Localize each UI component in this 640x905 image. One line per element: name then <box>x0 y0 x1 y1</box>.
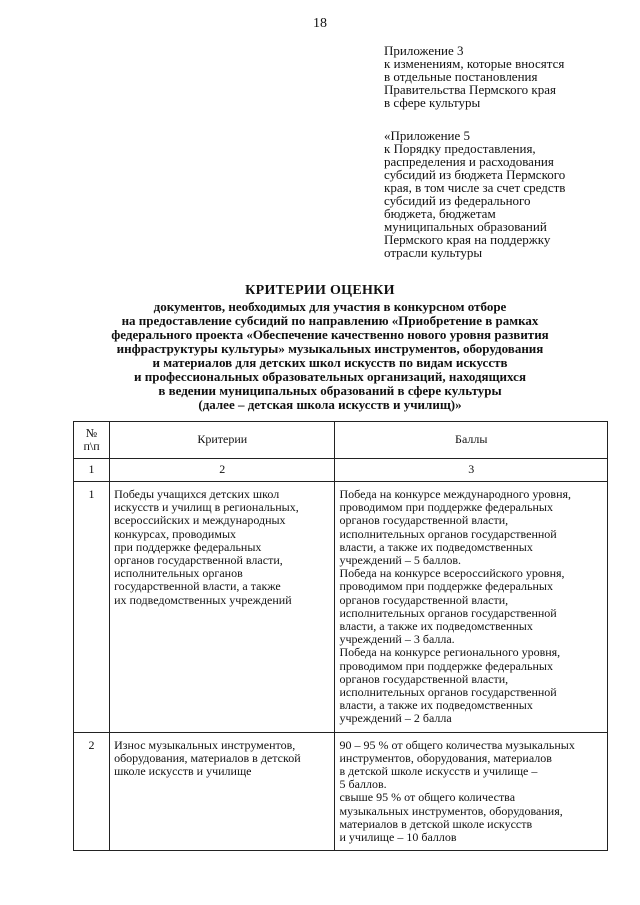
cell-line: школе искусств и училище <box>114 764 252 779</box>
appendix-line: «Приложение 5 <box>384 128 471 143</box>
cell-line: проводимом при поддержке федеральных <box>339 658 553 673</box>
cell-line: Износ музыкальных инструментов, <box>114 737 296 752</box>
score-cell <box>335 482 608 733</box>
table-header-row <box>74 422 608 459</box>
cell-line: исполнительных органов государственной <box>339 685 557 700</box>
appendix-line: Пермского края на поддержку <box>384 232 551 247</box>
cell-line: их подведомственных учреждений <box>114 592 292 607</box>
cell-line: музыкальных инструментов, оборудования, <box>339 803 563 818</box>
appendix-line: отрасли культуры <box>384 245 483 260</box>
cell-line: исполнительных органов государственной <box>339 605 557 620</box>
subtitle-line: инфраструктуры культуры» музыкальных инструментов, оборудования <box>116 341 544 356</box>
header-number-line2: п\п <box>83 439 100 453</box>
score-text <box>335 482 607 732</box>
subtitle-line: и профессиональных образовательных организаций, находящихся <box>134 369 526 384</box>
table-index-row <box>74 459 608 482</box>
cell-line: и училище – 10 баллов <box>339 830 457 845</box>
cell-line: 5 баллов. <box>339 777 387 792</box>
subtitle-line: документов, необходимых для участия в конкурсном отборе <box>153 299 507 314</box>
header-number <box>74 422 110 459</box>
appendix-line: субсидий из федерального <box>384 193 531 208</box>
appendix-line: Правительства Пермского края <box>384 82 556 97</box>
cell-line: материалов в детской школе искусств <box>339 816 533 831</box>
subtitle-line: на предоставление субсидий по направлению «Приобретение в рамках <box>121 313 539 328</box>
cell-line: инструментов, оборудования, материалов <box>339 750 552 765</box>
appendix-5-caption <box>384 129 624 259</box>
cell-line: исполнительных органов <box>114 566 243 581</box>
row-number: 2 <box>74 732 110 851</box>
cell-line: проводимом при поддержке федеральных <box>339 500 553 515</box>
cell-line: власти, а также их подведомственных <box>339 619 533 634</box>
appendix-line: в отдельные постановления <box>384 69 538 84</box>
header-score: Баллы <box>335 422 608 459</box>
header-number-line1: № <box>85 425 98 440</box>
cell-line: Победа на конкурсе регионального уровня, <box>339 645 561 660</box>
cell-line: учреждений – 2 балла <box>339 711 452 726</box>
appendix-line: к изменениям, которые вносятся <box>384 56 565 71</box>
cell-line: государственной власти, а также <box>114 579 281 594</box>
cell-line: власти, а также их подведомственных <box>339 698 533 713</box>
index-cell: 2 <box>110 459 335 482</box>
cell-line: свыше 95 % от общего количества <box>339 790 516 805</box>
index-cell: 3 <box>335 459 608 482</box>
cell-line: проводимом при поддержке федеральных <box>339 579 553 594</box>
cell-line: при поддержке федеральных <box>114 539 262 554</box>
criteria-text <box>110 482 334 613</box>
appendix-line: распределения и расходования <box>384 154 554 169</box>
cell-line: Победы учащихся детских школ <box>114 487 280 501</box>
cell-line: 90 – 95 % от общего количества музыкальных <box>339 737 575 752</box>
subtitle-line: в ведении муниципальных образований в сфере культуры <box>158 383 502 398</box>
appendix-3-caption <box>384 44 624 109</box>
appendix-line: в сфере культуры <box>384 95 481 110</box>
document-subtitle <box>60 300 600 412</box>
table-row <box>74 482 608 733</box>
appendix-line: муниципальных образований <box>384 219 547 234</box>
appendix-line: субсидий из бюджета Пермского <box>384 167 566 182</box>
cell-line: учреждений – 5 баллов. <box>339 553 462 568</box>
appendix-line: к Порядку предоставления, <box>384 141 536 156</box>
criteria-text <box>110 733 334 785</box>
score-text <box>335 733 607 851</box>
cell-line: учреждений – 3 балла. <box>339 632 455 647</box>
index-cell: 1 <box>74 459 110 482</box>
table-row <box>74 732 608 851</box>
row-number: 1 <box>74 482 110 733</box>
subtitle-line: федерального проекта «Обеспечение качественно нового уровня развития <box>111 327 549 342</box>
criteria-cell <box>110 482 335 733</box>
cell-line: в детской школе искусств и училище – <box>339 764 538 779</box>
appendix-line: бюджета, бюджетам <box>384 206 496 221</box>
subtitle-line: и материалов для детских школ искусств по видам искусств <box>152 355 508 370</box>
cell-line: Победа на конкурсе международного уровня, <box>339 487 572 501</box>
header-criteria: Критерии <box>110 422 335 459</box>
cell-line: Победа на конкурсе всероссийского уровня, <box>339 566 565 581</box>
appendix-line: Приложение 3 <box>384 43 464 58</box>
cell-line: оборудования, материалов в детской <box>114 750 301 765</box>
cell-line: органов государственной власти, <box>339 671 509 686</box>
criteria-table <box>73 421 608 851</box>
page-number: 18 <box>313 16 327 31</box>
document-title: КРИТЕРИИ ОЦЕНКИ <box>245 283 395 298</box>
cell-line: власти, а также их подведомственных <box>339 539 533 554</box>
cell-line: органов государственной власти, <box>114 553 283 568</box>
cell-line: искусств и училищ в региональных, <box>114 500 299 515</box>
score-cell <box>335 732 608 851</box>
criteria-cell <box>110 732 335 851</box>
appendix-line: края, в том числе за счет средств <box>384 180 566 195</box>
cell-line: исполнительных органов государственной <box>339 526 557 541</box>
subtitle-line: (далее – детская школа искусств и училищ)» <box>198 397 462 412</box>
cell-line: всероссийских и международных <box>114 513 286 528</box>
cell-line: органов государственной власти, <box>339 592 509 607</box>
cell-line: конкурсах, проводимых <box>114 526 237 541</box>
cell-line: органов государственной власти, <box>339 513 509 528</box>
